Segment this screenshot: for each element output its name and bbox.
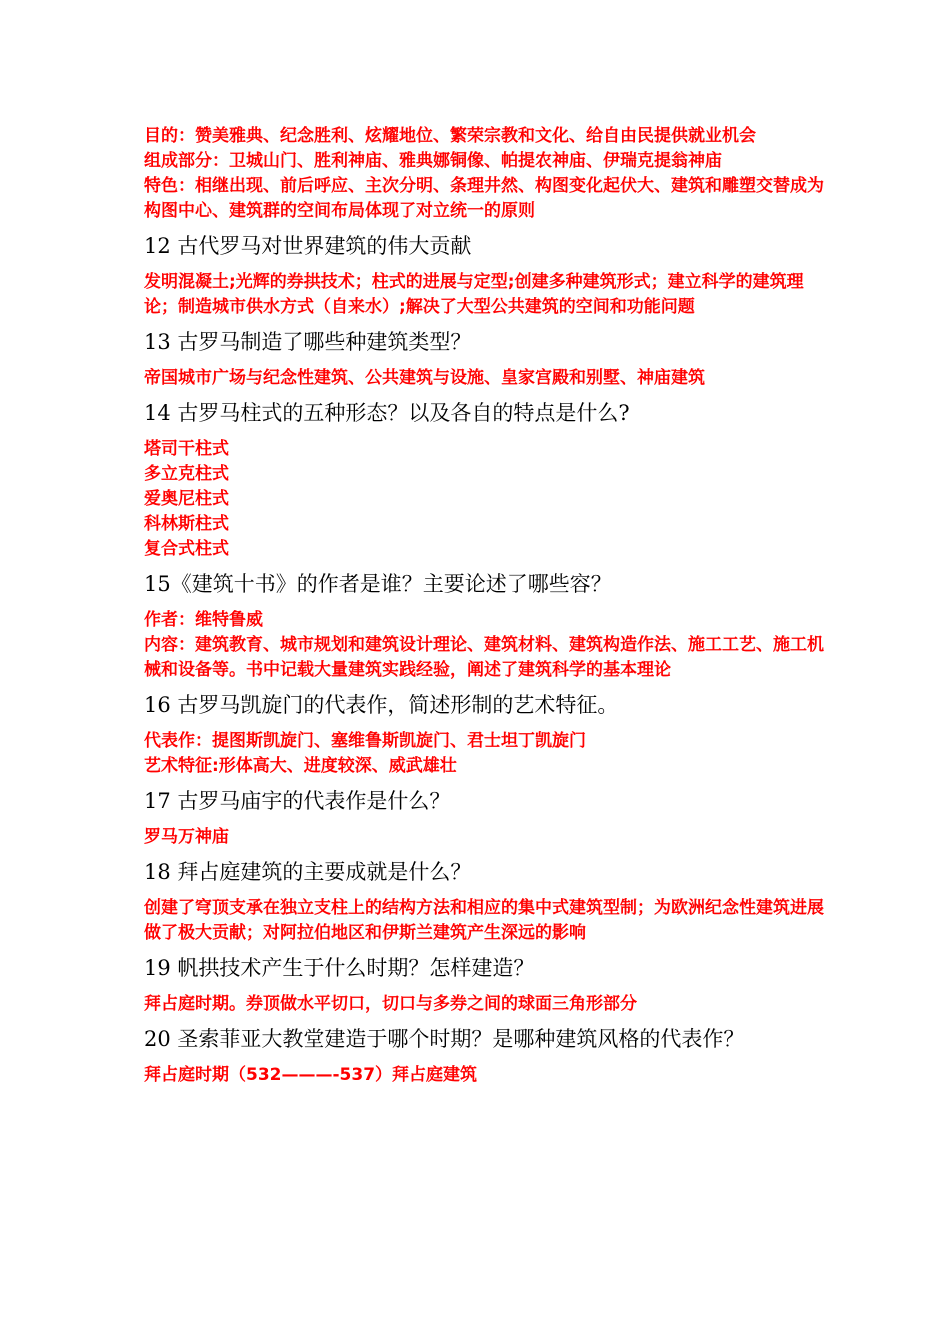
answer-block-11	[144, 124, 824, 224]
question-19: 19 帆拱技术产生于什么时期？怎样建造？	[144, 956, 535, 980]
answer-12: 发明混凝土;光辉的券拱技术；柱式的进展与定型;创建多种建筑形式；建立科学的建筑理论；制造城市供水方式（自来水）;解决了大型公共建筑的空间和功能问题	[144, 272, 804, 317]
answer-14-item: 复合式柱式	[144, 539, 229, 559]
answer-components: 组成部分：卫城山门、胜利神庙、雅典娜铜像、帕提农神庙、伊瑞克提翁神庙	[144, 151, 722, 171]
question-18: 18 拜占庭建筑的主要成就是什么？	[144, 860, 472, 884]
answer-14-item: 科林斯柱式	[144, 514, 229, 534]
answer-purpose: 目的：赞美雅典、纪念胜利、炫耀地位、繁荣宗教和文化、给自由民提供就业机会	[144, 126, 756, 146]
answer-20: 拜占庭时期（532———-537）拜占庭建筑	[144, 1065, 478, 1085]
answer-features: 特色：相继出现、前后呼应、主次分明、条理井然、构图变化起伏大、建筑和雕塑交替成为构图中心、建筑群的空间布局体现了对立统一的原则	[144, 176, 824, 221]
question-12: 12 古代罗马对世界建筑的伟大贡献	[144, 234, 472, 258]
answer-19: 拜占庭时期。券顶做水平切口，切口与多券之间的球面三角形部分	[144, 994, 637, 1014]
answer-15-author: 作者：维特鲁威	[144, 610, 263, 630]
answer-17: 罗马万神庙	[144, 827, 229, 847]
answer-15-content: 内容：建筑教育、城市规划和建筑设计理论、建筑材料、建筑构造作法、施工工艺、施工机械和设备等。书中记载大量建筑实践经验，阐述了建筑科学的基本理论	[144, 635, 824, 680]
question-20: 20 圣索菲亚大教堂建造于哪个时期？是哪种建筑风格的代表作？	[144, 1027, 745, 1051]
question-16: 16 古罗马凯旋门的代表作，简述形制的艺术特征。	[144, 693, 619, 717]
answer-16-features: 艺术特征:形体高大、进度较深、威武雄壮	[144, 756, 457, 776]
question-14: 14 古罗马柱式的五种形态？以及各自的特点是什么?	[144, 401, 630, 425]
answer-14-item: 塔司干柱式	[144, 439, 229, 459]
answer-14-list	[144, 437, 824, 562]
answer-16-works: 代表作：提图斯凯旋门、塞维鲁斯凯旋门、君士坦丁凯旋门	[144, 731, 586, 751]
answer-14-item: 多立克柱式	[144, 464, 229, 484]
page-content	[144, 124, 824, 1088]
question-17: 17 古罗马庙宇的代表作是什么？	[144, 789, 451, 813]
answer-18: 创建了穹顶支承在独立支柱上的结构方法和相应的集中式建筑型制；为欧洲纪念性建筑进展做了极大贡献；对阿拉伯地区和伊斯兰建筑产生深远的影响	[144, 898, 824, 943]
answer-14-item: 爱奥尼柱式	[144, 489, 229, 509]
question-15: 15《建筑十书》的作者是谁？主要论述了哪些容？	[144, 572, 612, 596]
answer-13: 帝国城市广场与纪念性建筑、公共建筑与设施、皇家宫殿和别墅、神庙建筑	[144, 368, 705, 388]
question-13: 13 古罗马制造了哪些种建筑类型？	[144, 330, 472, 354]
